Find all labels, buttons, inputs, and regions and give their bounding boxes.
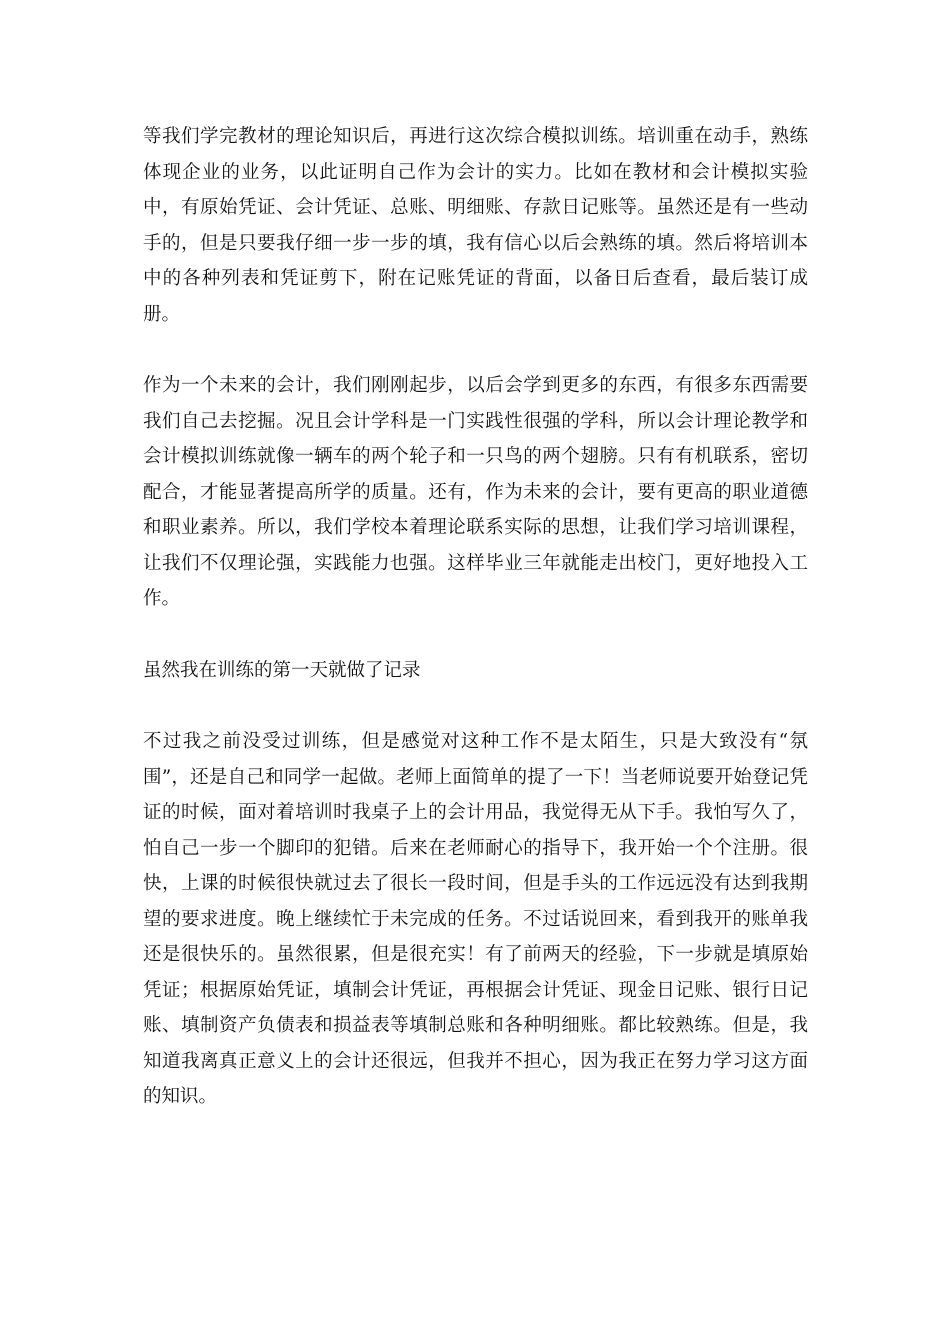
document-body xyxy=(143,119,808,1151)
paragraph-future-accountant: 作为一个未来的会计，我们刚刚起步，以后会学到更多的东西，有很多东西需要我们自己去挖掘。况且会计学科是一门实践性很强的学科，所以会计理论教学和会计模拟训练就像一辆车的两个轮子和一只鸟的两个翅膀。只有有机联系，密切配合，才能显著提高所学的质量。还有，作为未来的会计，要有更高的职业道德和职业素养。所以，我们学校本着理论联系实际的思想，让我们学习培训课程，让我们不仅理论强，实践能力也强。这样毕业三年就能走出校门，更好地投入工作。 xyxy=(143,375,808,609)
paragraph-training-experience: 不过我之前没受过训练，但是感觉对这种工作不是太陌生，只是大致没有“氛围”，还是自己和同学一起做。老师上面简单的提了一下！当老师说要开始登记凭证的时候，面对着培训时我桌子上的会计用品，我觉得无从下手。我怕写久了，怕自己一步一个脚印的犯错。后来在老师耐心的指导下，我开始一个个注册。很快，上课的时候很快就过去了很长一段时间，但是手头的工作远远没有达到我期望的要求进度。晚上继续忙于未完成的任务。不过话说回来，看到我开的账单我还是很快乐的。虽然很累，但是很充实！有了前两天的经验，下一步就是填原始凭证；根据原始凭证，填制会计凭证，再根据会计凭证、现金日记账、银行日记账、填制资产负债表和损益表等填制总账和各种明细账。都比较熟练。但是，我知道我离真正意义上的会计还很远，但我并不担心，因为我正在努力学习这方面的知识。 xyxy=(143,731,808,1107)
paragraph-training-summary: 等我们学完教材的理论知识后，再进行这次综合模拟训练。培训重在动手，熟练体现企业的业务，以此证明自己作为会计的实力。比如在教材和会计模拟实验中，有原始凭证、会计凭证、总账、明细账、存款日记账等。虽然还是有一些动手的，但是只要我仔细一步一步的填，我有信心以后会熟练的填。然后将培训本中的各种列表和凭证剪下，附在记账凭证的背面，以备日后查看，最后装订成册。 xyxy=(143,126,808,325)
paragraph-first-day-note: 虽然我在训练的第一天就做了记录 xyxy=(143,659,421,681)
